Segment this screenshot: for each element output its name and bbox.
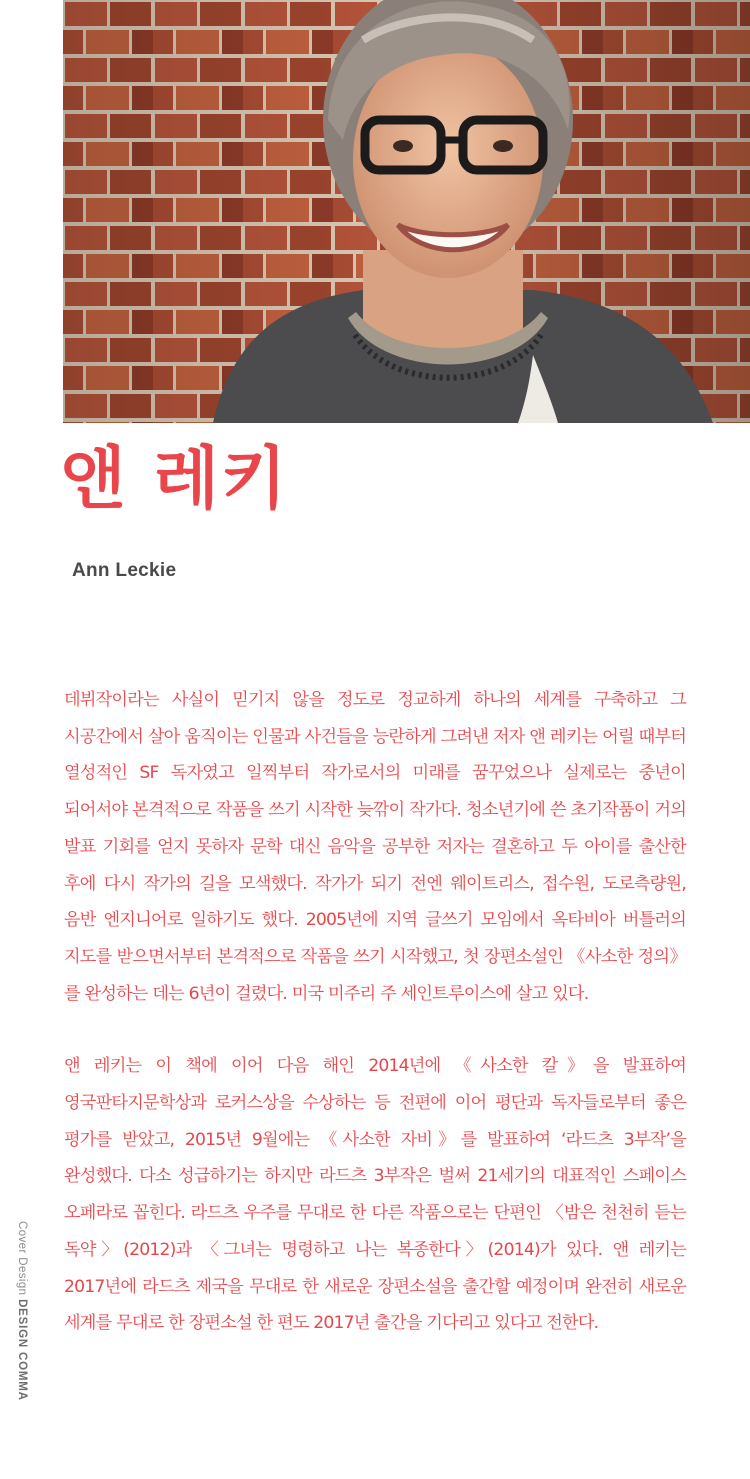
author-biography [64, 682, 686, 1342]
author-name-english: Ann Leckie [72, 560, 177, 581]
bio-paragraph: 데뷔작이라는 사실이 믿기지 않을 정도로 정교하게 하나의 세계를 구축하고 그 시공간에서 살아 움직이는 인물과 사건들을 능란하게 그려낸 저자 앤 레키는 어릴 때부터 열성적인 SF 독자였고 일찍부터 작가로서의 미래를 꿈꾸었으나 실제로는 중년이 되어서야 본격적으로 작품을 쓰기 시작한 늦깎이 작가다. 청소년기에 쓴 초기작품이 거의 발표 기회를 얻지 못하자 문학 대신 음악을 공부한 저자는 결혼하고 두 아이를 출산한 후에 다시 작가의 길을 모색했다. 작가가 되기 전엔 웨이트리스, 접수원, 도로측량원, 음반 엔지니어로 일하기도 했다. 2005년에 지역 글쓰기 모임에서 옥타비아 버틀러의 지도를 받으면서부터 본격적으로 작품을 쓰기 시작했고, 첫 장편소설인 《사소한 정의》를 완성하는 데는 6년이 걸렸다. 미국 미주리 주 세인트루이스에 살고 있다. [64, 690, 686, 1004]
bio-paragraph: 앤 레키는 이 책에 이어 다음 해인 2014년에 《사소한 칼》을 발표하여 영국판타지문학상과 로커스상을 수상하는 등 전편에 이어 평단과 독자들로부터 좋은 평가를 받았고, 2015년 9월에는 《사소한 자비》를 발표하여 ‘라드츠 3부작’을 완성했다. 다소 성급하기는 하지만 라드츠 3부작은 벌써 21세기의 대표적인 스페이스 오페라로 꼽힌다. 라드츠 우주를 무대로 한 다른 작품으로는 단편인 〈밤은 천천히 듣는 독약〉(2012)과 〈그녀는 명령하고 나는 복종한다〉(2014)가 있다. 앤 레키는 2017년에 라드츠 제국을 무대로 한 새로운 장편소설을 출간할 예정이며 완전히 새로운 세계를 무대로 한 장편소설 한 편도 2017년 출간을 기다리고 있다고 전한다. [64, 1056, 686, 1334]
credit-studio: DESIGN COMMA [16, 1299, 28, 1401]
author-name-korean: 앤 레키 [60, 440, 289, 519]
author-photo [63, 0, 750, 423]
credit-label: Cover Design [16, 1221, 28, 1300]
author-portrait-illustration [63, 0, 750, 423]
cover-design-credit [16, 1221, 28, 1401]
